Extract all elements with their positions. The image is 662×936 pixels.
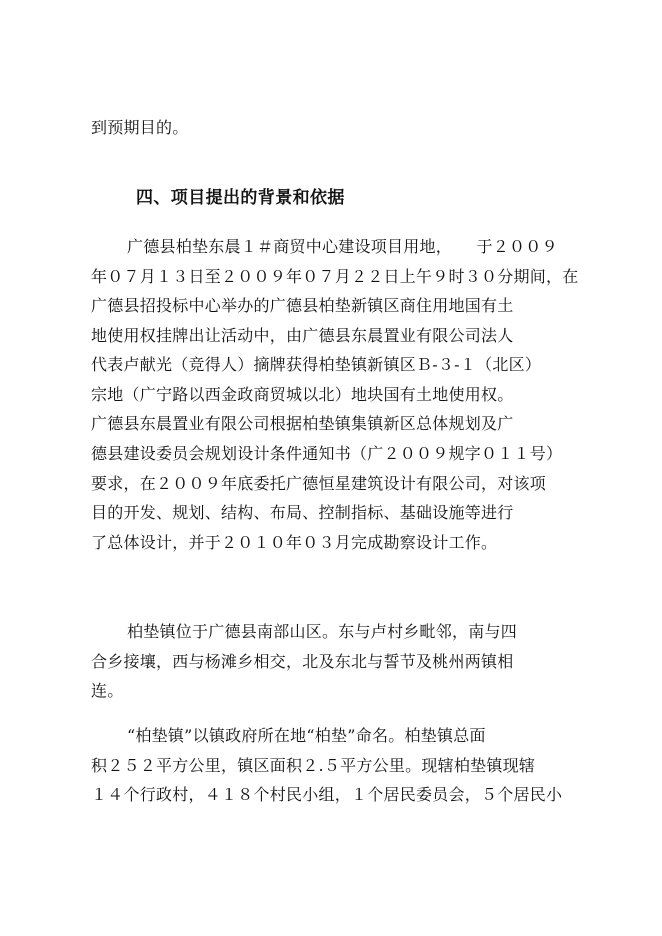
paragraph-line: 连。: [91, 681, 124, 700]
intro-tail-line: 到预期目的。: [91, 118, 189, 137]
paragraph-line: １４个行政村，４１８个村民小组，１个居民委员会，５个居民小: [91, 785, 563, 804]
paragraph-line: 了总体设计，并于２０１０年０３月完成勘察设计工作。: [91, 533, 498, 552]
paragraph-line: 柏垫镇位于广德县南部山区。东与卢村乡毗邻，南与四: [127, 622, 518, 641]
paragraph-line: “柏垫镇”以镇政府所在地“柏垫”命名。柏垫镇总面: [127, 726, 486, 745]
paragraph-line: 合乡接壤，西与杨滩乡相交，北及东北与誓节及桃州两镇相: [91, 652, 514, 671]
paragraph-line: 宗地（广宁路以西金政商贸城以北）地块国有土地使用权。: [91, 385, 514, 404]
paragraph-line: 要求，在２００９年底委托广德恒星建筑设计有限公司，对该项: [91, 474, 547, 493]
paragraph-line: 代表卢献光（竞得人）摘牌获得柏垫镇新镇区Ｂ-３-１（北区）: [91, 355, 542, 374]
paragraph-line: 广德县招投标中心举办的广德县柏垫新镇区商住用地国有土: [91, 296, 514, 315]
paragraph-line: 地使用权挂牌出让活动中，由广德县东晨置业有限公司法人: [91, 326, 514, 345]
paragraph-line: 目的开发、规划、结构、布局、控制指标、基础设施等进行: [91, 503, 514, 522]
paragraph-line: 德县建设委员会规划设计条件通知书（广２００９规字０１１号）: [91, 444, 563, 463]
paragraph-line: 积２５２平方公里，镇区面积２.５平方公里。现辖柏垫镇现辖: [91, 756, 536, 775]
section-heading: 四、项目提出的背景和依据: [136, 188, 345, 208]
paragraph-line: 年０７月１３日至２００９年０７月２２日上午９时３０分期间，在: [91, 267, 579, 286]
paragraph-line: 广德县东晨置业有限公司根据柏垫镇集镇新区总体规划及广: [91, 414, 514, 433]
paragraph-line: 广德县柏垫东晨１＃商贸中心建设项目用地， 于２００９: [127, 237, 558, 256]
